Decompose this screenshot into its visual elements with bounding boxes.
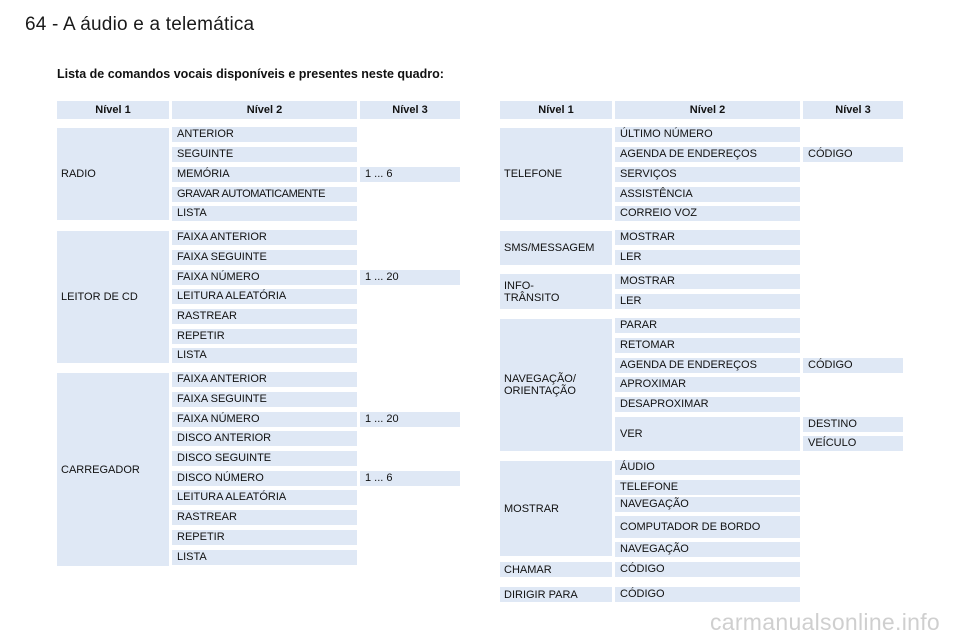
command-retomar: RETOMAR xyxy=(615,338,800,353)
command-faixa-seguinte: FAIXA SEGUINTE xyxy=(172,392,357,407)
group-cd-player-label: LEITOR DE CD xyxy=(61,291,138,303)
group-call-label: CHAMAR xyxy=(504,563,552,576)
command-disco-seguinte: DISCO SEGUINTE xyxy=(172,451,357,466)
left-header-level2: Nível 2 xyxy=(172,101,357,119)
left-header-level1: Nível 1 xyxy=(57,101,169,119)
command-memoria: MEMÓRIA xyxy=(172,167,357,182)
param-ver-veiculo: VEÍCULO xyxy=(803,436,903,451)
command-faixa-numero: FAIXA NÚMERO xyxy=(172,270,357,285)
group-navigation xyxy=(500,319,612,451)
command-aproximar: APROXIMAR xyxy=(615,377,800,392)
command-seguinte: SEGUINTE xyxy=(172,147,357,162)
command-lista: LISTA xyxy=(172,348,357,363)
watermark: carmanualsonline.info xyxy=(709,609,940,635)
command-leitura-aleatoria: LEITURA ALEATÓRIA xyxy=(172,289,357,304)
group-phone-label: TELEFONE xyxy=(504,168,563,180)
command-codigo: CÓDIGO xyxy=(615,587,800,602)
command-ler: LER xyxy=(615,250,800,265)
left-header-level3: Nível 3 xyxy=(360,101,460,119)
right-header-level2: Nível 2 xyxy=(615,101,800,119)
command-ultimo-numero: ÚLTIMO NÚMERO xyxy=(615,127,800,142)
param-agenda-codigo: CÓDIGO xyxy=(803,147,903,162)
group-navigation-label xyxy=(504,373,576,397)
command-faixa-numero: FAIXA NÚMERO xyxy=(172,412,357,427)
param-memoria: 1 ... 6 xyxy=(360,167,460,182)
command-codigo: CÓDIGO xyxy=(615,562,800,577)
group-drive-to-label: DIRIGIR PARA xyxy=(504,588,578,601)
command-agenda-de-enderecos: AGENDA DE ENDEREÇOS xyxy=(615,358,800,373)
group-traffic-info xyxy=(500,274,612,309)
group-cd-player xyxy=(57,231,169,363)
param-faixa-numero: 1 ... 20 xyxy=(360,270,460,285)
command-agenda-de-enderecos: AGENDA DE ENDEREÇOS xyxy=(615,147,800,162)
right-header-level1: Nível 1 xyxy=(500,101,612,119)
command-rastrear: RASTREAR xyxy=(172,510,357,525)
group-phone xyxy=(500,128,612,220)
command-gravar-automaticamente: GRAVAR AUTOMATICAMENTE xyxy=(172,187,357,202)
command-navegacao: NAVEGAÇÃO xyxy=(615,542,800,557)
group-radio-label: RADIO xyxy=(61,168,96,180)
group-call xyxy=(500,562,612,577)
param-agenda-codigo: CÓDIGO xyxy=(803,358,903,373)
group-sms xyxy=(500,231,612,265)
param-ver-destino: DESTINO xyxy=(803,417,903,432)
group-display-label: MOSTRAR xyxy=(504,502,559,515)
command-assistencia: ASSISTÊNCIA xyxy=(615,187,800,202)
command-correio-voz: CORREIO VOZ xyxy=(615,206,800,221)
command-faixa-anterior: FAIXA ANTERIOR xyxy=(172,372,357,387)
command-servicos: SERVIÇOS xyxy=(615,167,800,182)
command-repetir: REPETIR xyxy=(172,329,357,344)
group-changer-label: CARREGADOR xyxy=(61,463,140,476)
command-navegacao: NAVEGAÇÃO xyxy=(615,497,800,512)
command-mostrar: MOSTRAR xyxy=(615,230,800,245)
command-anterior: ANTERIOR xyxy=(172,127,357,142)
command-rastrear: RASTREAR xyxy=(172,309,357,324)
command-lista: LISTA xyxy=(172,206,357,221)
command-computador-de-bordo: COMPUTADOR DE BORDO xyxy=(615,516,800,538)
command-parar: PARAR xyxy=(615,318,800,333)
group-traffic-info-label xyxy=(504,280,559,304)
group-traffic-info-label-line1: INFO- xyxy=(504,279,534,292)
command-repetir: REPETIR xyxy=(172,530,357,545)
command-disco-numero: DISCO NÚMERO xyxy=(172,471,357,486)
command-disco-anterior: DISCO ANTERIOR xyxy=(172,431,357,446)
command-ver: VER xyxy=(615,417,800,451)
group-navigation-label-line2: ORIENTAÇÃO xyxy=(504,385,576,397)
right-header-level3: Nível 3 xyxy=(803,101,903,119)
command-faixa-anterior: FAIXA ANTERIOR xyxy=(172,230,357,245)
command-lista: LISTA xyxy=(172,550,357,565)
command-faixa-seguinte: FAIXA SEGUINTE xyxy=(172,250,357,265)
command-mostrar: MOSTRAR xyxy=(615,274,800,289)
command-audio: ÁUDIO xyxy=(615,460,800,475)
command-telefone: TELEFONE xyxy=(615,480,800,495)
group-display xyxy=(500,461,612,556)
command-desaproximar: DESAPROXIMAR xyxy=(615,397,800,412)
command-leitura-aleatoria: LEITURA ALEATÓRIA xyxy=(172,490,357,505)
table-caption: Lista de comandos vocais disponíveis e presentes neste quadro: xyxy=(57,67,444,81)
group-navigation-label-line1: NAVEGAÇÃO/ xyxy=(504,373,576,385)
group-sms-label: SMS/MESSAGEM xyxy=(504,242,595,254)
param-faixa-numero: 1 ... 20 xyxy=(360,412,460,427)
group-changer xyxy=(57,373,169,566)
param-disco-numero: 1 ... 6 xyxy=(360,471,460,486)
group-drive-to xyxy=(500,587,612,602)
group-radio xyxy=(57,128,169,220)
group-traffic-info-label-line2: TRÂNSITO xyxy=(504,291,560,304)
page-title: 64 - A áudio e a telemática xyxy=(25,14,255,35)
command-ler: LER xyxy=(615,294,800,309)
